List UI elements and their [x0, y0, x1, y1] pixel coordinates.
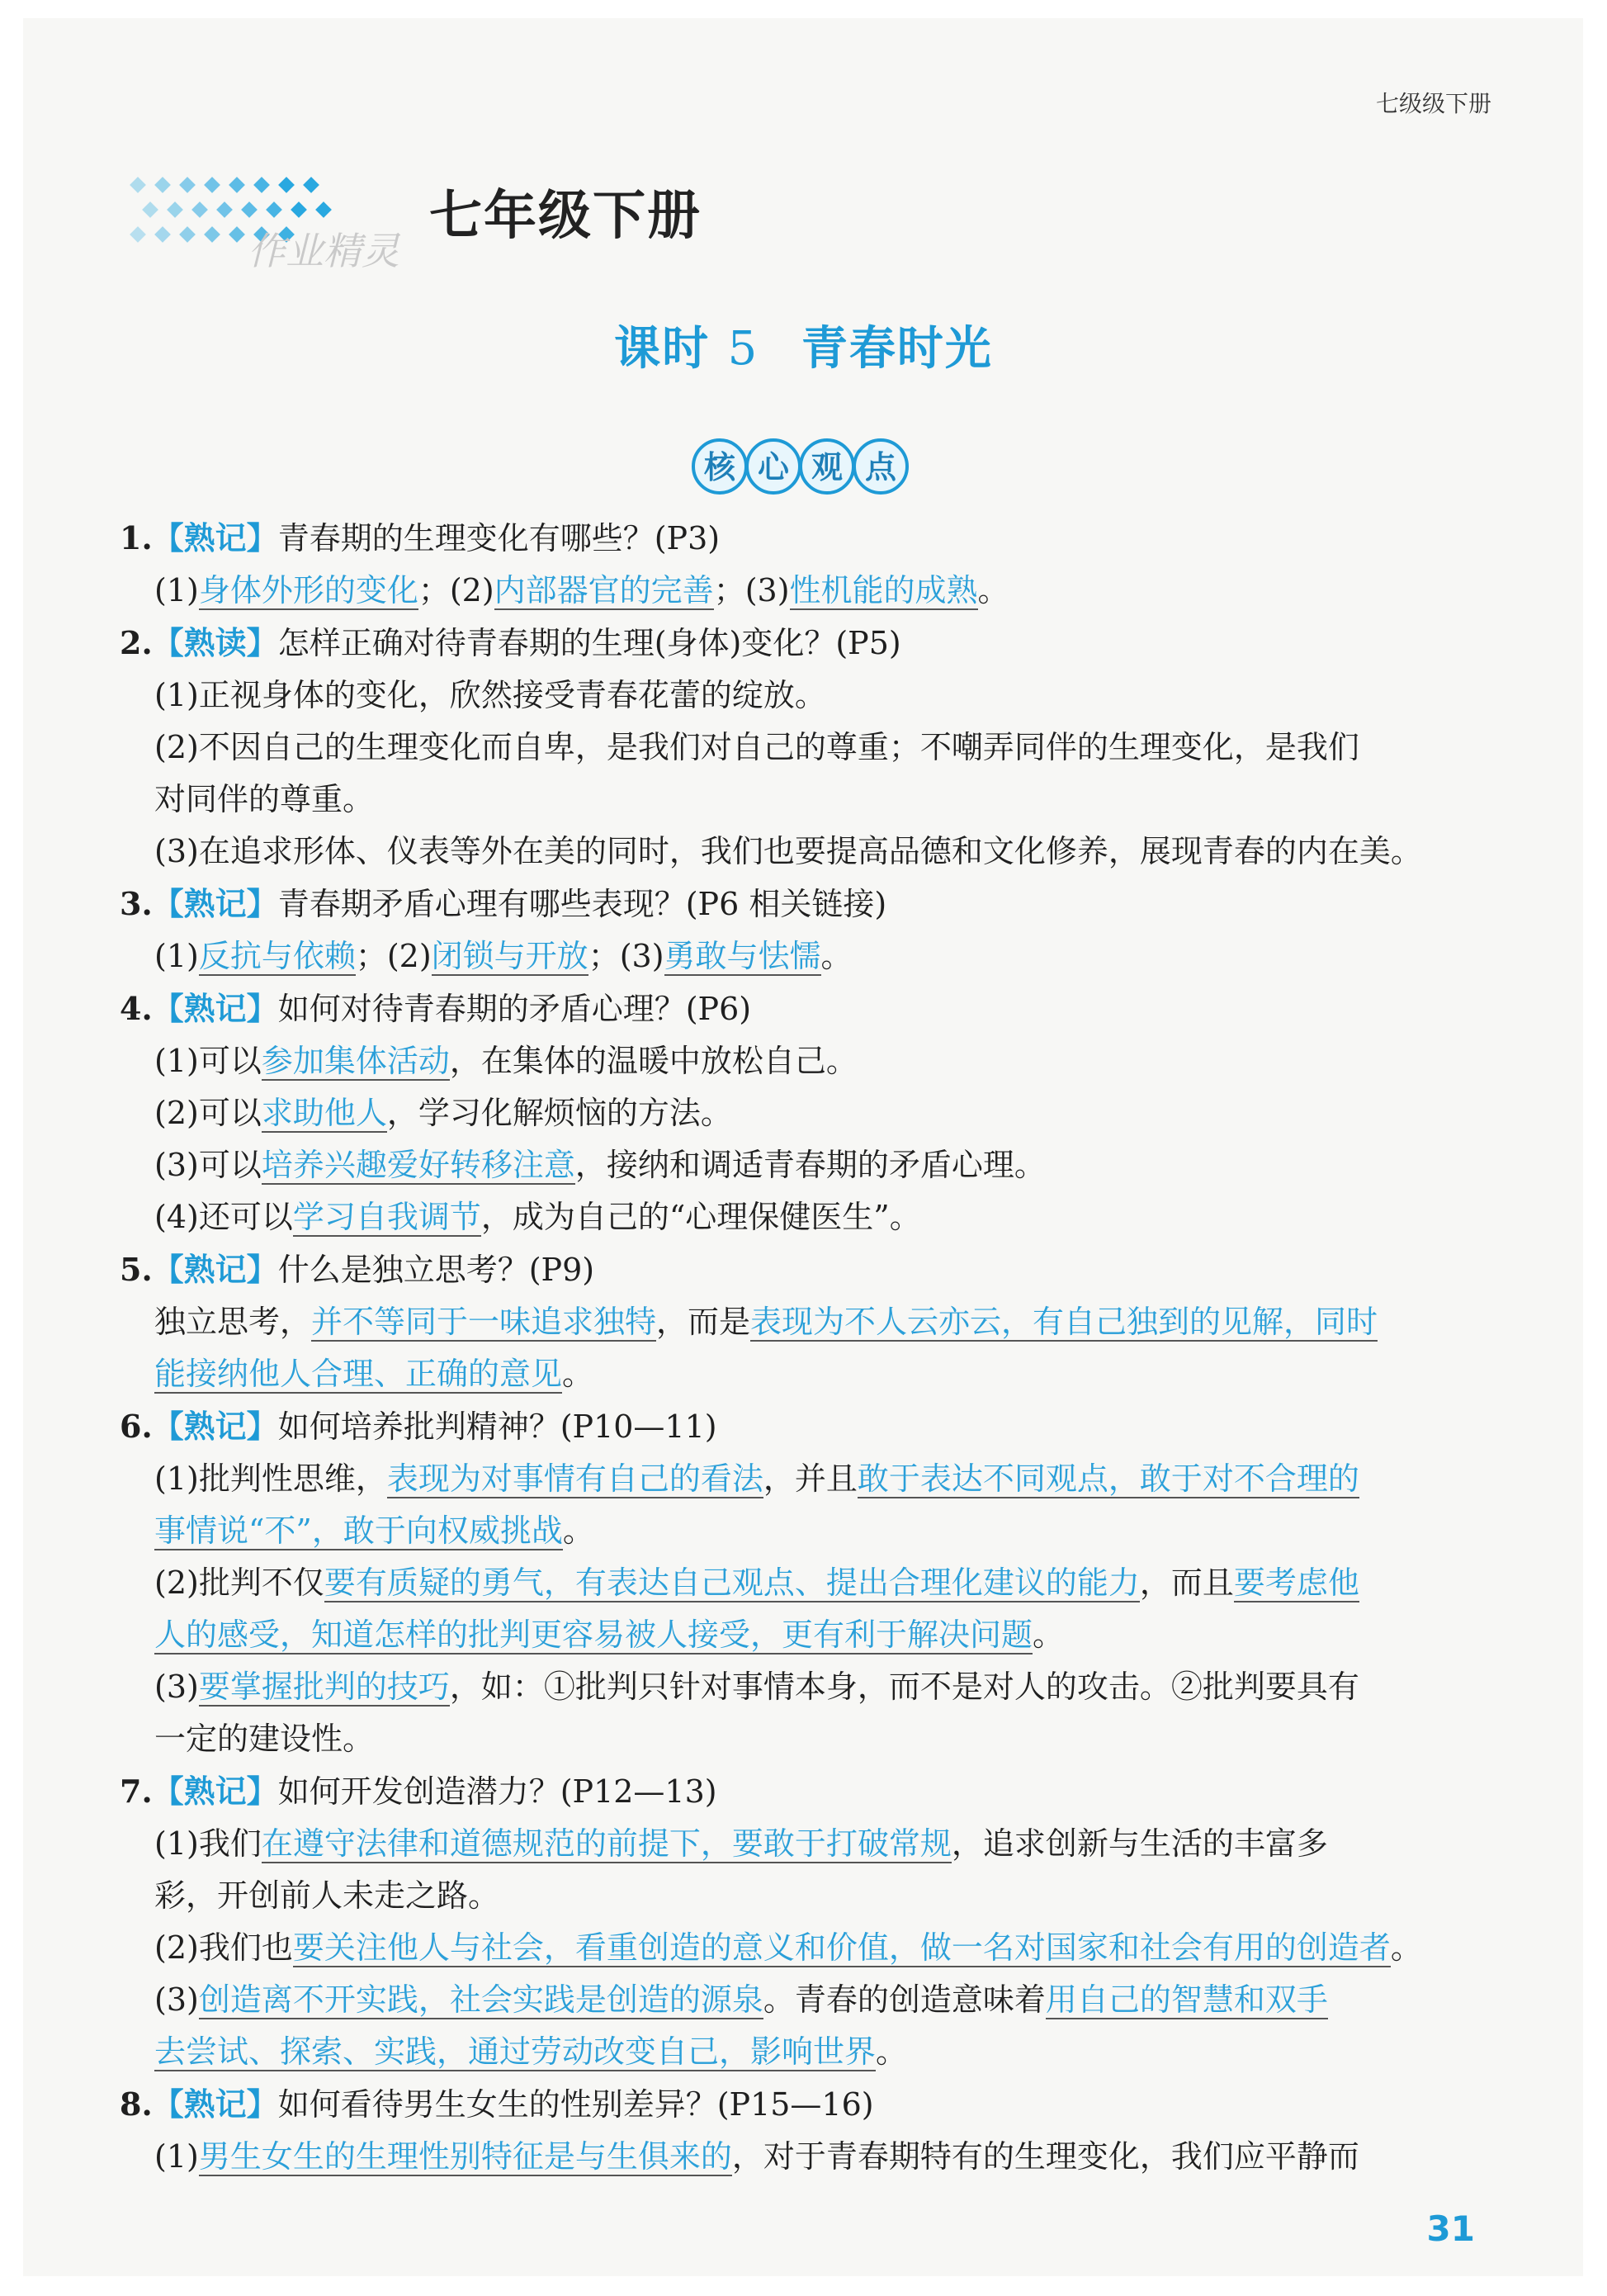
answer-line: 彩，开创前人未走之路。	[154, 1877, 500, 1914]
answer-line: (3)在追求形体、仪表等外在美的同时，我们也要提高品德和文化修养，展现青春的内在美。	[154, 833, 1422, 869]
answer-line: (2)我们也要关注他人与社会，看重创造的意义和价值，做一名对国家和社会有用的创造者。	[154, 1929, 1422, 1966]
answer-line: 独立思考，并不等同于一味追求独特，而是表现为不人云亦云，有自己独到的见解，同时	[154, 1304, 1378, 1340]
question-3: 3.【熟记】青春期矛盾心理有哪些表现？(P6 相关链接)	[120, 885, 887, 922]
answer-line: (1)反抗与依赖；(2)闭锁与开放；(3)勇敢与怯懦。	[154, 938, 853, 974]
question-6: 6.【熟记】如何培养批判精神？(P10—11)	[120, 1408, 717, 1445]
answer-line: 事情说“不”，敢于向权威挑战。	[154, 1513, 594, 1549]
watermark-logo: 作业精灵	[248, 229, 399, 273]
question-2: 2.【熟读】怎样正确对待青春期的生理(身体)变化？(P5)	[120, 624, 901, 661]
question-7: 7.【熟记】如何开发创造潜力？(P12—13)	[120, 1773, 717, 1810]
answer-line: (2)不因自己的生理变化而自卑，是我们对自己的尊重；不嘲弄同伴的生理变化，是我们	[154, 729, 1359, 765]
answer-line: (3)可以培养兴趣爱好转移注意，接纳和调适青春期的矛盾心理。	[154, 1147, 1046, 1183]
answer-line: 对同伴的尊重。	[154, 781, 375, 817]
question-1: 1.【熟记】青春期的生理变化有哪些？(P3)	[120, 519, 721, 556]
lesson-title	[0, 312, 1607, 378]
section-badge	[678, 429, 926, 504]
answer-line: (2)批判不仅要有质疑的勇气，有表达自己观点、提出合理化建议的能力，而且要考虑他	[154, 1565, 1359, 1601]
lesson-name: 青春时光	[801, 321, 993, 376]
answer-line: (4)还可以学习自我调节，成为自己的“心理保健医生”。	[154, 1199, 921, 1235]
question-8: 8.【熟记】如何看待男生女生的性别差异？(P15—16)	[120, 2085, 874, 2123]
grade-title: 七年级下册	[429, 185, 702, 247]
answer-line: (1)正视身体的变化，欣然接受青春花蕾的绽放。	[154, 677, 826, 713]
lesson-number: 5	[727, 322, 759, 376]
answer-line: 去尝试、探索、实践，通过劳动改变自己，影响世界。	[154, 2033, 908, 2070]
badge-char-3: 观	[811, 449, 844, 485]
answer-line: (1)可以参加集体活动，在集体的温暖中放松自己。	[154, 1043, 858, 1079]
answer-line: 一定的建设性。	[154, 1721, 375, 1757]
answer-line: (3)创造离不开实践，社会实践是创造的源泉。青春的创造意味着用自己的智慧和双手	[154, 1981, 1328, 2018]
badge-char-2: 心	[757, 449, 790, 485]
badge-char-4: 点	[864, 449, 897, 485]
answer-line: 人的感受，知道怎样的批判更容易被人接受，更有利于解决问题。	[154, 1617, 1065, 1653]
answer-line: (1)身体外形的变化；(2)内部器官的完善；(3)性机能的成熟。	[154, 572, 1009, 608]
answer-line: (1)批判性思维，表现为对事情有自己的看法，并且敢于表达不同观点，敢于对不合理的	[154, 1460, 1359, 1497]
page-number: 31	[1426, 2208, 1475, 2249]
running-head: 七级级下册	[1375, 90, 1491, 117]
answer-line: 能接纳他人合理、正确的意见。	[154, 1356, 594, 1392]
answer-line: (1)我们在遵守法律和道德规范的前提下，要敢于打破常规，追求创新与生活的丰富多	[154, 1825, 1328, 1862]
answer-line: (3)要掌握批判的技巧，如：①批判只针对事情本身，而不是对人的攻击。②批判要具有	[154, 1669, 1359, 1705]
answer-line: (1)男生女生的生理性别特征是与生俱来的，对于青春期特有的生理变化，我们应平静而	[154, 2138, 1359, 2175]
badge-char-1: 核	[703, 449, 736, 485]
lesson-prefix: 课时	[614, 321, 711, 376]
question-5: 5.【熟记】什么是独立思考？(P9)	[120, 1251, 595, 1288]
question-4: 4.【熟记】如何对待青春期的矛盾心理？(P6)	[120, 990, 752, 1027]
answer-line: (2)可以求助他人，学习化解烦恼的方法。	[154, 1095, 732, 1131]
content-body	[120, 512, 1498, 2183]
